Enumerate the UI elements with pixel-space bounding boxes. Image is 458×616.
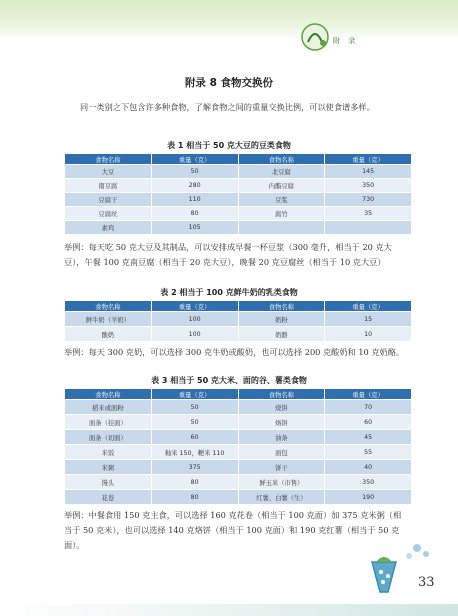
- table-cell: 350: [325, 179, 412, 193]
- table3-header-cell: 重量（克）: [325, 389, 412, 400]
- table-cell: 籼米 150，粳米 110: [151, 445, 238, 460]
- table-cell: 70: [325, 400, 412, 415]
- table-cell: 50: [151, 415, 238, 430]
- table-cell: 50: [151, 165, 238, 179]
- fruit-decoration-icon: [362, 540, 442, 600]
- table3-caption: 表 3 相当于 50 克大米、面的谷、薯类食物: [151, 376, 307, 385]
- table-cell: 豆腐丝: [65, 207, 152, 221]
- table-cell: 145: [325, 165, 412, 179]
- table-cell: 鲜牛奶（羊奶）: [65, 312, 152, 327]
- table-cell: 280: [151, 179, 238, 193]
- table-cell: 北豆腐: [238, 165, 325, 179]
- table-row: [65, 165, 412, 179]
- table-cell: 100: [151, 327, 238, 342]
- table1-header-cell: 重量（克）: [325, 154, 412, 165]
- table-cell: 花卷: [65, 490, 152, 505]
- table-cell: 105: [151, 221, 238, 235]
- section-label: 附 录: [333, 37, 359, 45]
- page-number: 33: [418, 575, 435, 590]
- table-cell: 80: [151, 490, 238, 505]
- example2-paragraph: 举例：每天 300 克奶，可以选择 300 克牛奶或酸奶，也可以选择 200 克酸奶和 10 克奶酪。: [64, 347, 405, 357]
- table-cell: 大豆: [65, 165, 152, 179]
- table-cell: 面包: [238, 445, 325, 460]
- table-cell: 100: [151, 312, 238, 327]
- table-cell: 80: [151, 475, 238, 490]
- table-cell: 350: [325, 475, 412, 490]
- table-cell: 55: [325, 445, 412, 460]
- table1-header-cell: 食物名称: [238, 154, 325, 165]
- table-cell: 烙饼: [238, 415, 325, 430]
- table1-caption: 表 1 相当于 50 克大豆的豆类食物: [167, 141, 291, 150]
- table-row: [65, 179, 412, 193]
- example3-paragraph: 举例：中餐食用 150 克主食，可以选择 160 克花卷（相当于 100 克面）加 375 克米粥（相当于 50 克米），也可以选择 140 克烙饼（相当于 100 克面）和 190 克红薯（相当于 50 克面）。: [64, 510, 402, 550]
- table-row: [65, 221, 412, 235]
- table3-grain-foods: [64, 388, 412, 505]
- table-cell: 50: [151, 400, 238, 415]
- table-row: [65, 327, 412, 342]
- table-row: [65, 400, 412, 415]
- table-cell: 腐竹: [238, 207, 325, 221]
- table-cell: 豆浆: [238, 193, 325, 207]
- table-cell: 饼干: [238, 460, 325, 475]
- top-header-band: [0, 0, 458, 40]
- table-cell: 素鸡: [65, 221, 152, 235]
- table-row: [65, 207, 412, 221]
- table3-header-cell: 食物名称: [238, 389, 325, 400]
- table-cell: 烧饼: [238, 400, 325, 415]
- table-cell: 10: [325, 327, 412, 342]
- table-cell: 面条（挂面）: [65, 415, 152, 430]
- table-cell: 奶酪: [238, 327, 325, 342]
- table3-header-cell: 重量（克）: [151, 389, 238, 400]
- table-cell: 80: [151, 207, 238, 221]
- table2-header-cell: 重量（克）: [325, 301, 412, 312]
- appendix-logo-icon: [300, 22, 330, 52]
- table-cell: 60: [151, 430, 238, 445]
- table2-caption: 表 2 相当于 100 克鲜牛奶的乳类食物: [160, 288, 298, 297]
- table-cell: 稻米或面粉: [65, 400, 152, 415]
- table-cell: 米饭: [65, 445, 152, 460]
- table-cell: 米粥: [65, 460, 152, 475]
- table-cell: [238, 221, 325, 235]
- table-cell: 60: [325, 415, 412, 430]
- table-cell: 730: [325, 193, 412, 207]
- table-row: [65, 490, 412, 505]
- table3-header-cell: 食物名称: [65, 389, 152, 400]
- page-title: 附录 8 食物交换份: [184, 77, 274, 89]
- table-cell: 110: [151, 193, 238, 207]
- table-cell: 190: [325, 490, 412, 505]
- table-cell: 面条（切面）: [65, 430, 152, 445]
- table-cell: 鲜玉米（市售）: [238, 475, 325, 490]
- table2-header-cell: 食物名称: [65, 301, 152, 312]
- table2-header-cell: 食物名称: [238, 301, 325, 312]
- table-cell: 馒头: [65, 475, 152, 490]
- table-cell: 35: [325, 207, 412, 221]
- table1-header-cell: 食物名称: [65, 154, 152, 165]
- table1-soy-foods: [64, 153, 412, 235]
- table-cell: 酸奶: [65, 327, 152, 342]
- table-cell: 豆腐干: [65, 193, 152, 207]
- table-row: [65, 193, 412, 207]
- table-cell: 45: [325, 430, 412, 445]
- example1-paragraph: 举例：每天吃 50 克大豆及其制品，可以安排成早餐一杯豆浆（300 毫升，相当于 20 克大豆），午餐 100 克南豆腐（相当于 20 克大豆），晚餐 20 克豆腐丝（相当于 10 克大豆）: [64, 242, 392, 267]
- table-cell: 15: [325, 312, 412, 327]
- table1-header-cell: 重量（克）: [151, 154, 238, 165]
- table-row: [65, 415, 412, 430]
- table-row: [65, 475, 412, 490]
- table-row: [65, 430, 412, 445]
- table-cell: 油条: [238, 430, 325, 445]
- table2-header-cell: 重量（克）: [151, 301, 238, 312]
- table-row: [65, 445, 412, 460]
- table-cell: 奶粉: [238, 312, 325, 327]
- table2-dairy-foods: [64, 300, 412, 342]
- table-cell: 红薯、白薯（生）: [238, 490, 325, 505]
- table-cell: 内酯豆腐: [238, 179, 325, 193]
- table-cell: [325, 221, 412, 235]
- table-cell: 375: [151, 460, 238, 475]
- intro-paragraph: 同一类别之下包含许多种食物，了解食物之间的重量交换比例，可以使食谱多样。: [80, 102, 375, 112]
- bottom-stripe: [0, 604, 458, 616]
- table-cell: 南豆腐: [65, 179, 152, 193]
- table-row: [65, 460, 412, 475]
- table-cell: 40: [325, 460, 412, 475]
- table-row: [65, 312, 412, 327]
